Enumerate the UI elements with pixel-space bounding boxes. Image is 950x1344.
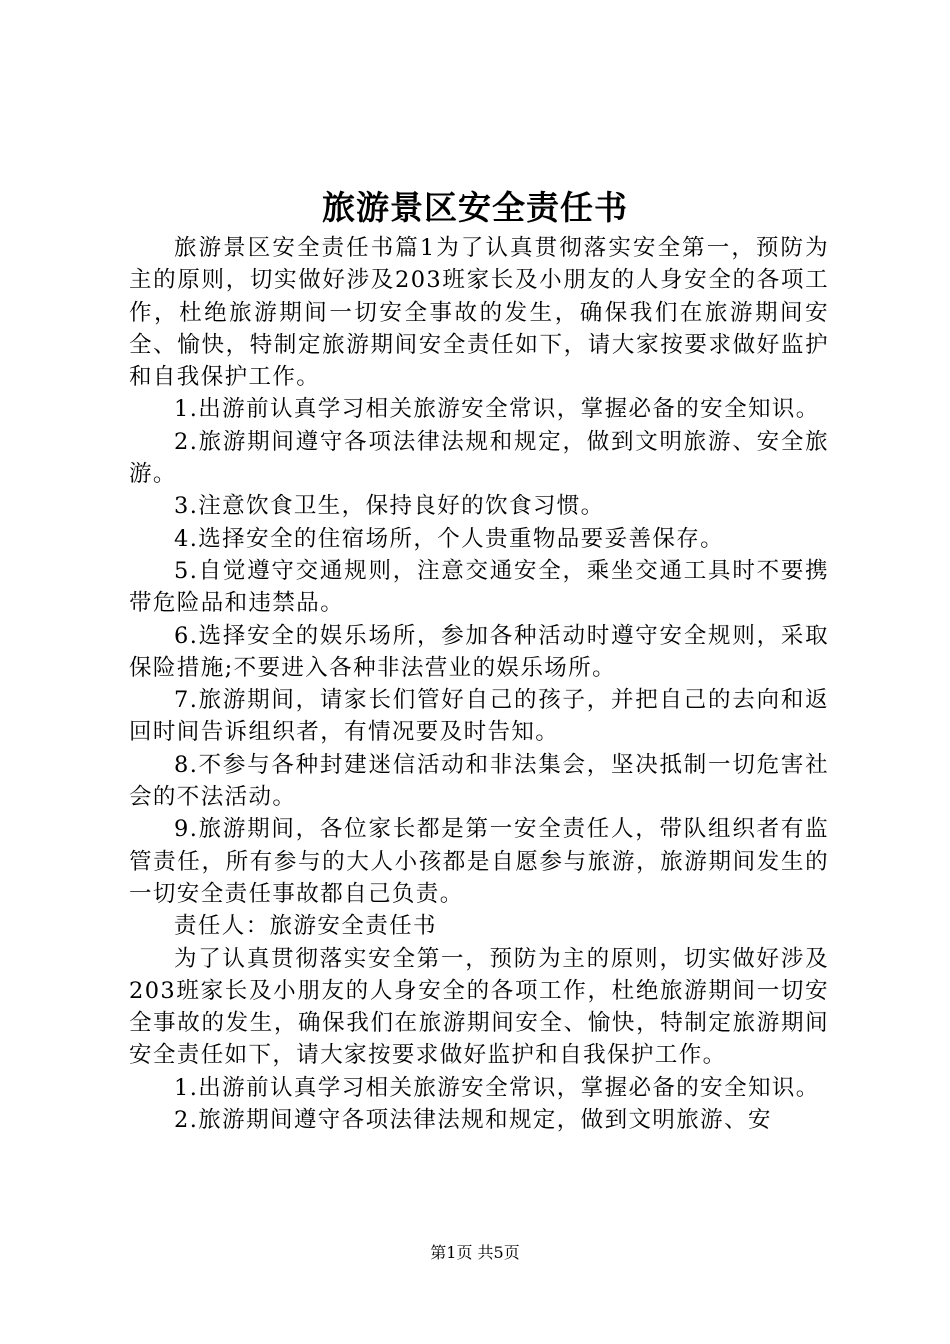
paragraph-second-intro: 为了认真贯彻落实安全第一，预防为主的原则，切实做好涉及203班家长及小朋友的人身安全的各项工作，杜绝旅游期间一切安全事故的发生，确保我们在旅游期间安全、愉快，特制定旅游期间安全责任如下，请大家按要求做好监护和自我保护工作。: [129, 945, 829, 1069]
paragraph-item-9: 9.旅游期间，各位家长都是第一安全责任人，带队组织者有监管责任，所有参与的大人小孩都是自愿参与旅游，旅游期间发生的一切安全责任事故都自己负责。: [129, 816, 829, 907]
page-number-footer: 第1页 共5页: [430, 1243, 520, 1262]
paragraph-item-6: 6.选择安全的娱乐场所，参加各种活动时遵守安全规则，采取保险措施;不要进入各种非法营业的娱乐场所。: [129, 622, 829, 681]
paragraph-item-5: 5.自觉遵守交通规则，注意交通安全，乘坐交通工具时不要携带危险品和违禁品。: [129, 557, 829, 617]
paragraph-item-2: 2.旅游期间遵守各项法律法规和规定，做到文明旅游、安全旅游。: [129, 428, 829, 488]
paragraph-second-item-1: 1.出游前认真学习相关旅游安全常识，掌握必备的安全知识。: [174, 1074, 820, 1101]
paragraph-second-item-2: 2.旅游期间遵守各项法律法规和规定，做到文明旅游、安: [174, 1107, 772, 1134]
document-body: [129, 232, 829, 1136]
paragraph-item-3: 3.注意饮食卫生，保持良好的饮食习惯。: [174, 493, 605, 520]
paragraph-intro: 旅游景区安全责任书篇1为了认真贯彻落实安全第一，预防为主的原则，切实做好涉及203班家长及小朋友的人身安全的各项工作，杜绝旅游期间一切安全事故的发生，确保我们在旅游期间安全、愉快，特制定旅游期间安全责任如下，请大家按要求做好监护和自我保护工作。: [129, 235, 829, 391]
paragraph-item-4: 4.选择安全的住宿场所，个人贵重物品要妥善保存。: [174, 525, 725, 552]
paragraph-item-8: 8.不参与各种封建迷信活动和非法集会，坚决抵制一切危害社会的不法活动。: [129, 751, 829, 811]
paragraph-item-1: 1.出游前认真学习相关旅游安全常识，掌握必备的安全知识。: [174, 396, 820, 423]
paragraph-responsible-person: 责任人：旅游安全责任书: [174, 913, 437, 940]
paragraph-item-7: 7.旅游期间，请家长们管好自己的孩子，并把自己的去向和返回时间告诉组织者，有情况要及时告知。: [129, 687, 829, 746]
document-title: 旅游景区安全责任书: [322, 188, 628, 227]
